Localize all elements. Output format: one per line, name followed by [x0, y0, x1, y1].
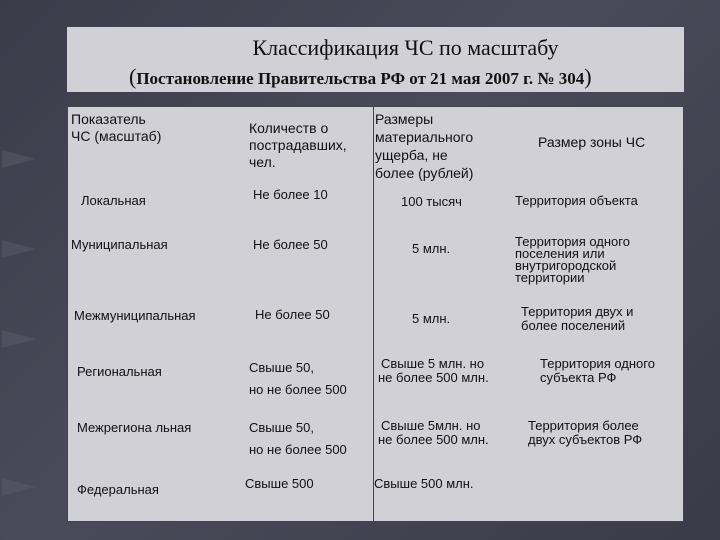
row-damage-line: не более 500 млн.: [378, 370, 489, 385]
row-damage: 100 тысяч: [401, 194, 462, 209]
row-scale: Региональная: [77, 364, 162, 379]
row-damage: Свыше 500 млн.: [374, 476, 474, 491]
row-zone-line: Территория двух и: [521, 304, 634, 319]
header-damage-line: Размеры: [375, 111, 434, 127]
row-damage-line: Свыше 5 млн. но: [381, 356, 485, 371]
row-damage: 5 млн.: [412, 311, 451, 326]
row-damage-line: не более 500 млн.: [378, 432, 489, 447]
row-victims: Свыше 500: [245, 476, 314, 491]
row-victims-line: но не более 500: [249, 442, 347, 457]
header-indicator-line: ЧС (масштаб): [71, 128, 162, 144]
title-box: [67, 27, 684, 92]
row-scale: Муниципальная: [71, 237, 168, 252]
subtitle-text: Постановление Правительства РФ от 21 мая 2007 г. № 304: [136, 69, 585, 88]
classification-table: [67, 106, 684, 522]
subtitle-open-paren: (: [129, 64, 137, 89]
row-victims-line: Свыше 50,: [249, 420, 314, 435]
header-damage-line: ущерба, не: [375, 147, 448, 163]
row-zone: [528, 419, 642, 447]
row-zone-line: Территория более: [528, 418, 639, 433]
row-zone: Территория объекта: [515, 193, 638, 208]
row-zone-line: двух субъектов РФ: [528, 432, 643, 447]
header-zone: Размер зоны ЧС: [538, 134, 646, 150]
subtitle-close-paren: ): [584, 64, 592, 89]
row-victims: [249, 357, 347, 401]
header-victims: [249, 120, 347, 171]
row-zone-line: Территория одного: [515, 234, 630, 249]
background-arrow-decoration: [2, 330, 36, 348]
row-zone-line: внутригородской: [515, 258, 617, 273]
row-damage: 5 млн.: [412, 241, 451, 256]
row-zone: [521, 305, 633, 333]
row-damage: [378, 419, 489, 447]
header-damage: [375, 110, 473, 182]
background-arrow-decoration: [2, 240, 36, 258]
header-indicator-line: Показатель: [71, 111, 146, 127]
header-victims-line: Количеств о: [249, 120, 329, 136]
row-scale: Межмуниципальная: [74, 308, 196, 323]
slide-subtitle: [129, 64, 592, 90]
background-arrow-decoration: [2, 478, 36, 496]
row-victims: [249, 417, 347, 461]
row-zone-line: субъекта РФ: [540, 370, 617, 385]
row-scale: Межрегиона льная: [77, 420, 192, 435]
row-scale: Федеральная: [77, 482, 159, 497]
header-indicator: [71, 111, 161, 145]
header-victims-line: чел.: [249, 154, 276, 170]
row-damage: [378, 357, 489, 385]
row-victims-line: но не более 500: [249, 382, 347, 397]
column-divider: [373, 107, 374, 521]
row-victims: Не более 50: [253, 237, 328, 252]
row-victims: Не более 10: [253, 187, 328, 202]
row-damage-line: Свыше 5млн. но: [381, 418, 481, 433]
header-victims-line: пострадавших,: [249, 137, 347, 153]
background-arrow-decoration: [2, 150, 36, 168]
row-zone: [540, 357, 655, 385]
header-damage-line: материального: [375, 129, 474, 145]
slide-title: Классификация ЧС по масштабу: [252, 35, 559, 60]
row-zone-line: поселения или: [515, 246, 605, 261]
header-damage-line: более (рублей): [375, 165, 474, 181]
row-victims: Не более 50: [255, 307, 330, 322]
row-zone-line: более поселений: [521, 318, 626, 333]
row-scale: Локальная: [81, 193, 146, 208]
row-zone: [515, 236, 630, 284]
row-victims-line: Свыше 50,: [249, 360, 314, 375]
row-zone-line: Территория одного: [540, 356, 655, 371]
row-zone-line: территории: [515, 270, 585, 285]
